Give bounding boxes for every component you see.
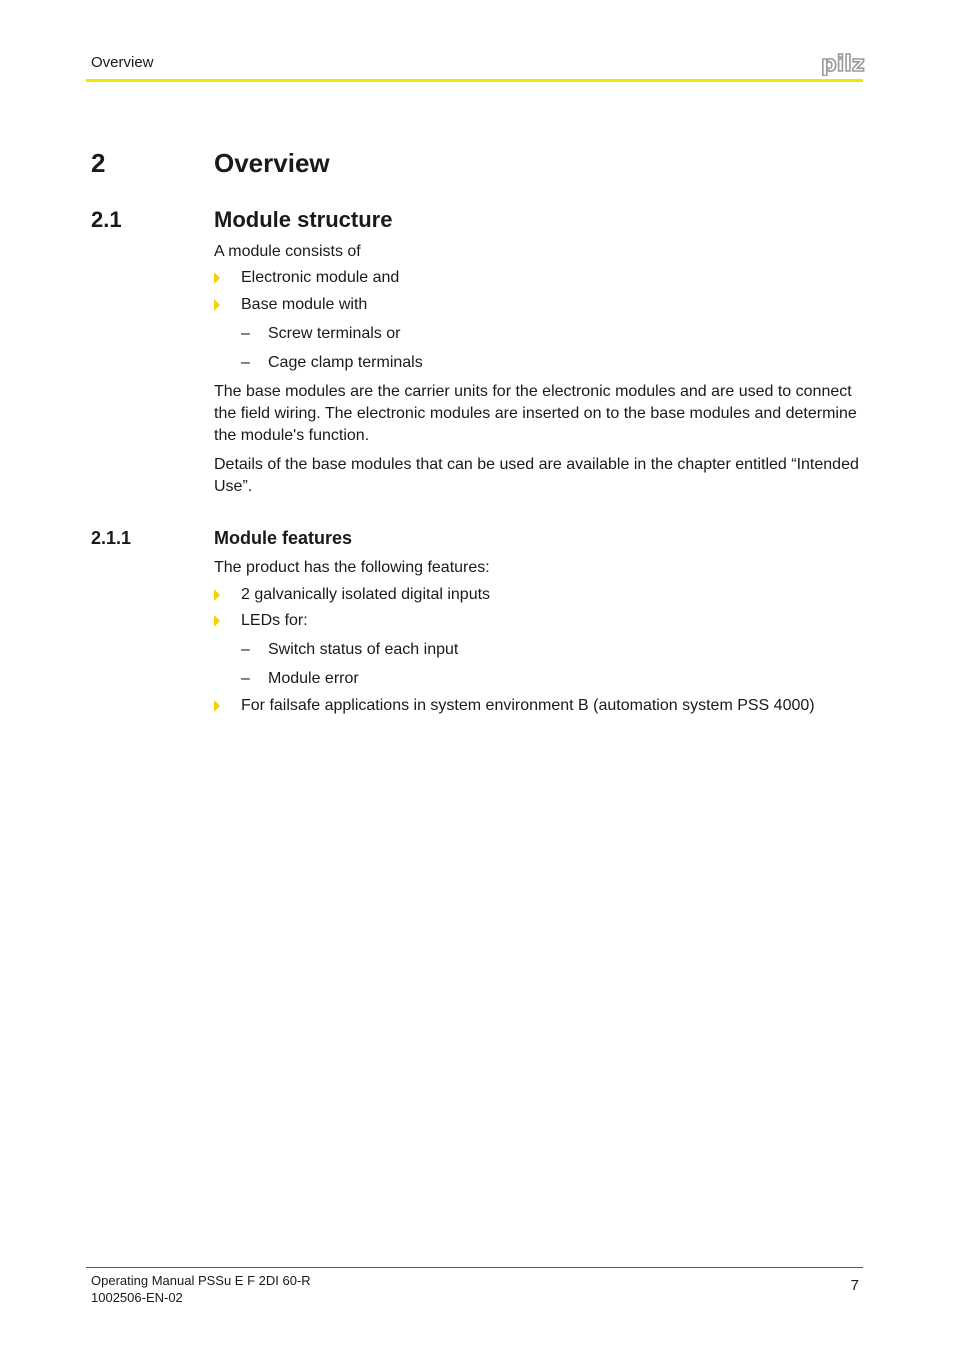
dash: – — [241, 325, 250, 342]
header-rule — [86, 79, 863, 82]
paragraph: The base modules are the carrier units for the electronic modules and are used to connect the field wiring. The electronic modules are inserted on to the base modules and determine the module's function. — [214, 383, 857, 444]
bullet-arrow-icon — [214, 615, 220, 627]
subsection-number: 2.1.1 — [91, 528, 132, 548]
subsection-intro: The product has the following features: — [214, 559, 490, 576]
section-intro: A module consists of — [214, 243, 361, 260]
list-item-text: Electronic module and — [241, 269, 400, 286]
bullet-arrow-icon — [214, 272, 220, 284]
list-item-text: Base module with — [241, 296, 368, 313]
bullet-arrow-icon — [214, 299, 220, 311]
list-item-text: For failsafe applications in system environment B (automation system PSS 4000) — [241, 697, 815, 714]
bullet-arrow-icon — [214, 589, 220, 601]
chapter-number: 2 — [91, 148, 106, 178]
dash: – — [241, 354, 250, 371]
pilz-logo — [820, 50, 866, 76]
section-number: 2.1 — [91, 207, 122, 232]
chapter-title: Overview — [214, 148, 330, 178]
sub-list-item-text: Module error — [268, 670, 359, 687]
list-item-text: LEDs for: — [241, 612, 308, 629]
paragraph: Details of the base modules that can be used are available in the chapter entitled “Intended Use”. — [214, 456, 859, 495]
dash: – — [241, 670, 250, 687]
footer-manual-title: Operating Manual PSSu E F 2DI 60-R — [91, 1273, 311, 1288]
dash: – — [241, 641, 250, 658]
page-number: 7 — [850, 1277, 859, 1294]
list-item-text: 2 galvanically isolated digital inputs — [241, 586, 491, 603]
logo-text: pilz — [821, 52, 865, 76]
footer-document-number: 1002506-EN-02 — [91, 1290, 183, 1305]
sub-list-item-text: Cage clamp terminals — [268, 354, 423, 371]
section-title: Module structure — [214, 207, 393, 232]
sub-list-item-text: Switch status of each input — [268, 641, 459, 658]
bullet-arrow-icon — [214, 700, 220, 712]
sub-list-item-text: Screw terminals or — [268, 325, 401, 342]
footer-rule — [86, 1267, 863, 1268]
header-section-title: Overview — [91, 54, 154, 71]
subsection-title: Module features — [214, 528, 353, 548]
